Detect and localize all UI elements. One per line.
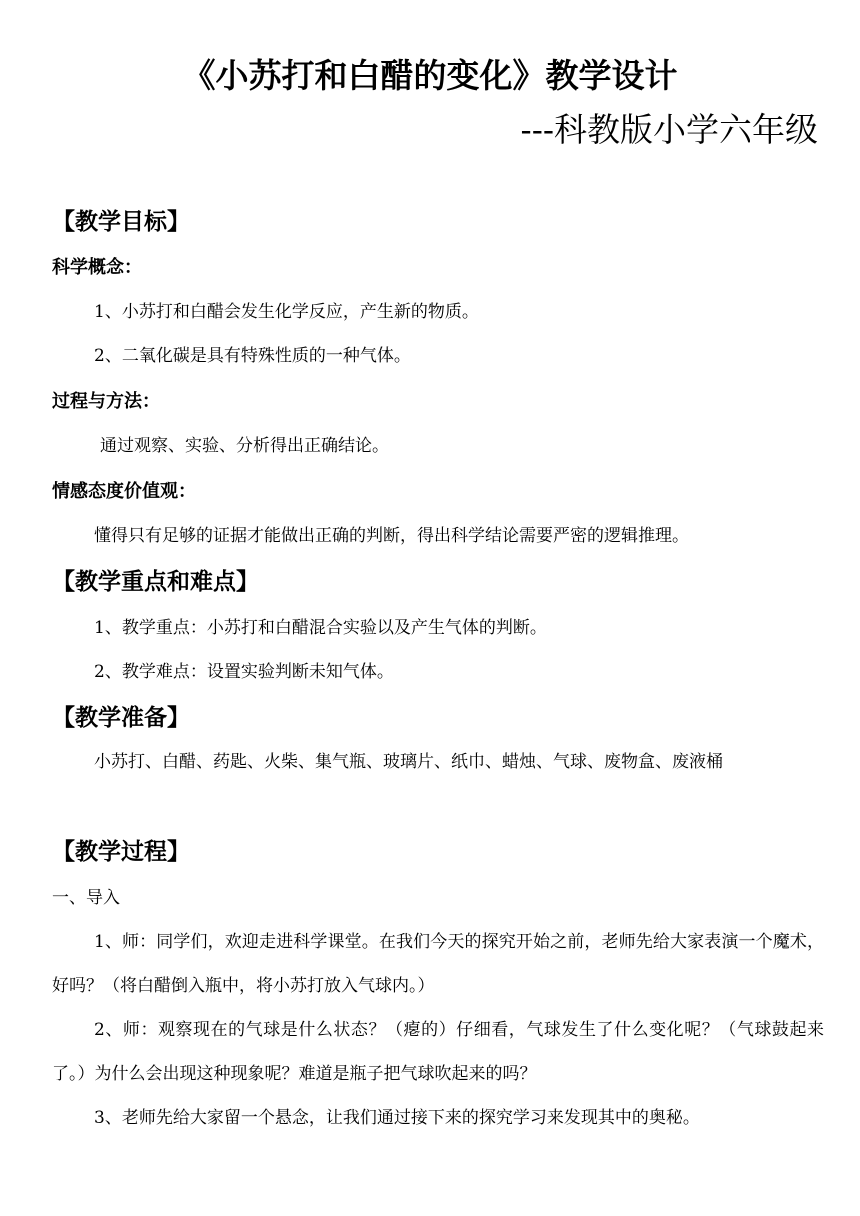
section-heading-preparation: 【教学准备】 [52, 704, 190, 731]
subheading-concepts: 科学概念： [52, 257, 142, 278]
subheading-process: 过程与方法： [52, 391, 160, 412]
procedure-step-1: 1、师：同学们，欢迎走进科学课堂。在我们今天的探究开始之前，老师先给大家表演一个魔术，好吗？（将白醋倒入瓶中，将小苏打放入气球内。） [52, 932, 824, 996]
process-text: 通过观察、实验、分析得出正确结论。 [100, 436, 389, 456]
procedure-step-2: 2、师：观察现在的气球是什么状态？（瘪的）仔细看，气球发生了什么变化呢？（气球鼓起来了。）为什么会出现这种现象呢？难道是瓶子把气球吹起来的吗？ [52, 1020, 824, 1084]
concept-item-1: 1、小苏打和白醋会发生化学反应，产生新的物质。 [94, 302, 479, 322]
key-point-item-2: 2、教学难点：设置实验判断未知气体。 [94, 662, 394, 682]
section-heading-key-points: 【教学重点和难点】 [52, 568, 259, 595]
attitude-text: 懂得只有足够的证据才能做出正确的判断，得出科学结论需要严密的逻辑推理。 [94, 526, 689, 546]
procedure-step-3: 3、老师先给大家留一个悬念，让我们通过接下来的探究学习来发现其中的奥秘。 [94, 1108, 700, 1128]
section-heading-objectives: 【教学目标】 [52, 208, 190, 235]
document-subtitle: ---科教版小学六年级 [520, 110, 818, 149]
document-title: 《小苏打和白醋的变化》教学设计 [182, 56, 678, 95]
subheading-attitude: 情感态度价值观： [52, 481, 196, 502]
section-heading-procedure: 【教学过程】 [52, 838, 190, 865]
procedure-part-heading: 一、导入 [52, 888, 120, 908]
preparation-materials: 小苏打、白醋、药匙、火柴、集气瓶、玻璃片、纸巾、蜡烛、气球、废物盒、废液桶 [94, 752, 723, 772]
concept-item-2: 2、二氧化碳是具有特殊性质的一种气体。 [94, 346, 411, 366]
key-point-item-1: 1、教学重点：小苏打和白醋混合实验以及产生气体的判断。 [94, 618, 547, 638]
